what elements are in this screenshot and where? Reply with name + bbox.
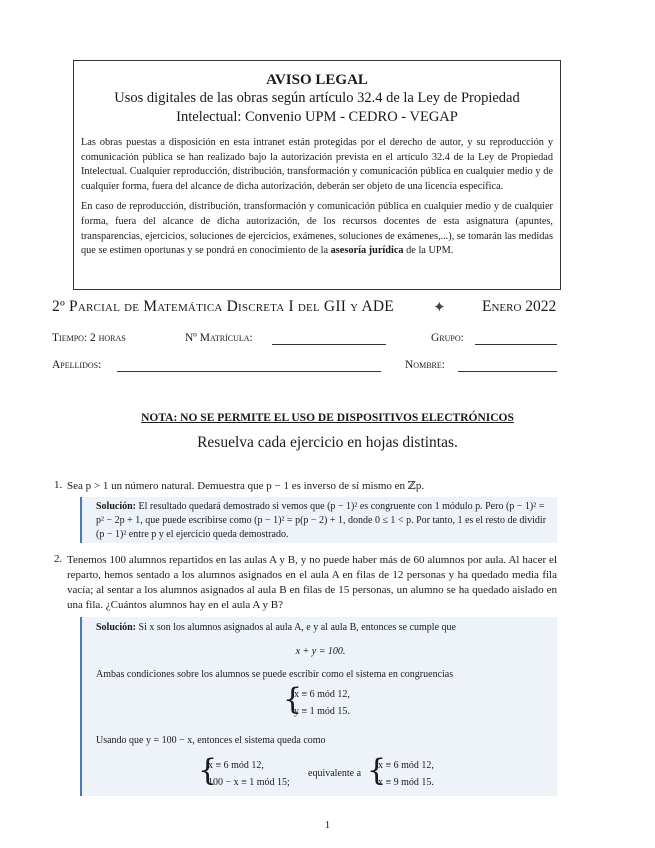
question-1-text: Sea p > 1 un número natural. Demuestra que p − 1 es inverso de sí mismo en ℤp. bbox=[67, 480, 425, 492]
question-2-number: 2. bbox=[54, 553, 63, 565]
question-2-text: Tenemos 100 alumnos repartidos en las aulas A y B, y no puede haber más de 60 alumnos por aula. Al hacer el reparto, hemos sentado a los alumnos asignados en el aula A en filas de 12 personas y ha quedado media fila vacía; al sentar a los alumnos asignados al aula B en filas de 15 personas, un alumno se ha quedado aislado en una fila. ¿Cuántos alumnos hay en el aula A y B? bbox=[67, 554, 557, 611]
nombre-label: Nombre: bbox=[405, 359, 445, 371]
solution-2-box bbox=[80, 617, 557, 796]
system2-eq2: 100 − x ≡ 1 mód 15; bbox=[208, 777, 290, 788]
grupo-label: Grupo: bbox=[431, 332, 464, 344]
brace-symbol: { bbox=[283, 682, 303, 717]
nota-warning bbox=[0, 412, 655, 424]
nota-text: NOTA: NO SE PERMITE EL USO DE DISPOSITIVOS ELECTRÓNICOS bbox=[141, 412, 514, 424]
system3-eq2: x ≡ 9 mód 15. bbox=[378, 777, 434, 788]
apellidos-label: Apellidos: bbox=[52, 359, 102, 371]
instruction: Resuelva cada ejercicio en hojas distintas. bbox=[197, 434, 458, 451]
brace-symbol: { bbox=[367, 753, 387, 788]
legal-paragraph-2-text: En caso de reproducción, distribución, transformación y comunicación pública en cualquier medio y de cualquier forma, fuera del alcance de dicha autorización, de los recursos docentes de esta asignatura (apuntes, transparencias, ejercicios, soluciones de ejercicios, exámenes, soluciones de exámenes,...), se tomarán las medidas que se estimen oportunas y se pondrá en conocimiento de la bbox=[81, 201, 553, 257]
legal-subtitle-line1: Usos digitales de las obras según artículo 32.4 de la Ley de Propiedad bbox=[114, 90, 520, 106]
solution-1-label: Solución: bbox=[96, 501, 137, 512]
legal-paragraph-2 bbox=[81, 200, 553, 258]
page-number: 1 bbox=[324, 819, 331, 831]
equation-sum: x + y = 100. bbox=[295, 646, 346, 657]
legal-paragraph-1: Las obras puestas a disposición en esta intranet están protegidas por el derecho de autor, y su reproducción y comunicación pública se han realizado bajo la autorización prevista en el artículo 32.4 de la Ley de Propiedad Intelectual. Cualquier reproducción, distribución, transformación y comunicación pública en cualquier medio y de cualquier forma, fuera del alcance de dicha autorización, deberán ser objeto de una licencia específica. bbox=[81, 137, 553, 192]
matricula-label: Nº Matrícula: bbox=[185, 332, 253, 344]
question-1-number: 1. bbox=[54, 479, 63, 491]
exam-title: 2º Parcial de Matemática Discreta I del GII y ADE bbox=[52, 298, 394, 315]
solution-2-line3: Usando que y = 100 − x, entonces el sistema queda como bbox=[96, 735, 326, 746]
legal-bold-term: asesoría jurídica bbox=[330, 245, 404, 257]
brace-symbol: { bbox=[198, 753, 218, 788]
system1-eq1: x ≡ 6 mód 12, bbox=[294, 689, 350, 700]
exam-date: Enero 2022 bbox=[482, 298, 557, 315]
matricula-line[interactable] bbox=[272, 344, 386, 345]
nombre-line[interactable] bbox=[458, 371, 557, 372]
apellidos-line[interactable] bbox=[117, 371, 381, 372]
solution-2-line2: Ambas condiciones sobre los alumnos se puede escribir como el sistema en congruencias bbox=[96, 669, 454, 680]
system1-eq2: y ≡ 1 mód 15. bbox=[294, 706, 350, 717]
tiempo-label: Tiempo: 2 horas bbox=[52, 332, 126, 344]
system3-eq1: x ≡ 6 mód 12, bbox=[378, 760, 434, 771]
solution-1-text: El resultado quedará demostrado si vemos que (p − 1)² es congruente con 1 módulo p. Pero (p − 1)² = p² − 2p + 1, que puede escribirse como (p − 1)² = p(p − 2) + 1, donde 0 ≤ 1 < p. Por tanto, 1 es el resto de dividir (p − 1)² entre p y el ejercicio queda demostrado. bbox=[96, 501, 547, 540]
legal-title: AVISO LEGAL bbox=[266, 72, 368, 88]
solution-2-text: Si x son los alumnos asignados al aula A, e y al aula B, entonces se cumple que bbox=[138, 622, 456, 633]
system2-eq1: x ≡ 6 mód 12, bbox=[208, 760, 264, 771]
legal-notice-box bbox=[73, 60, 561, 290]
solution-2-label: Solución: bbox=[96, 622, 137, 633]
legal-subtitle-line2: Intelectual: Convenio UPM - CEDRO - VEGAP bbox=[176, 109, 458, 125]
equivalence-text: equivalente a bbox=[308, 768, 362, 779]
solution-1-box bbox=[80, 497, 557, 543]
grupo-line[interactable] bbox=[475, 344, 557, 345]
solution-2-intro bbox=[96, 621, 551, 635]
star-icon: ✦ bbox=[433, 300, 446, 316]
legal-paragraph-2-end: de la UPM. bbox=[403, 245, 454, 257]
